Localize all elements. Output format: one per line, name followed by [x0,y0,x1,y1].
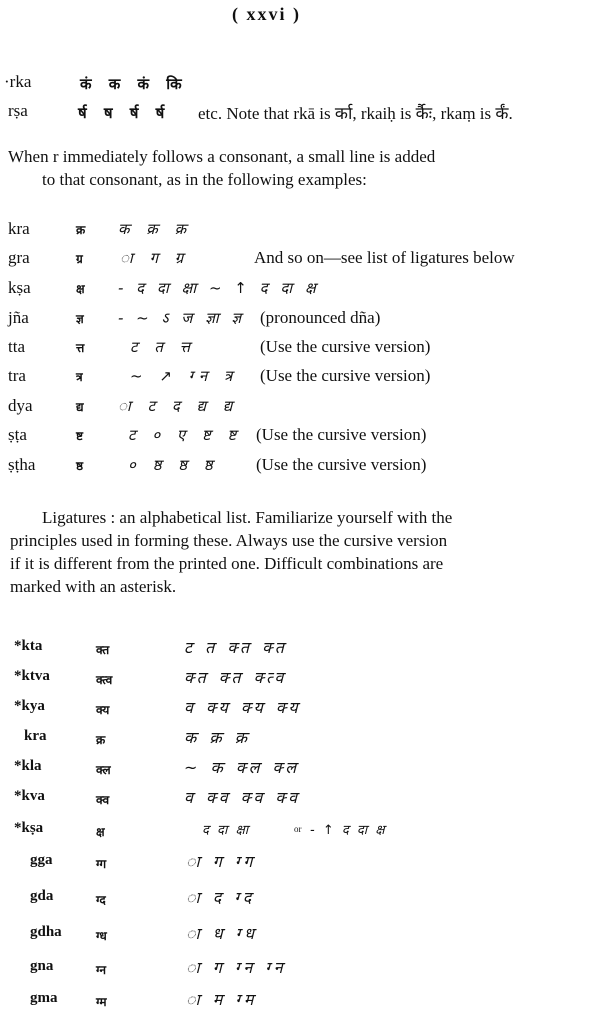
rka-forms: कं क कं कि [80,75,188,93]
ligature-intro-line-1: Ligatures : an alphabetical list. Familiarize yourself with the [42,508,453,527]
example-glyph: ष्ट [76,429,84,443]
ligature-glyph: ग्न [96,963,107,977]
rka-label: ·rka [4,72,32,91]
ligature-strokes: क क्र क्र [184,728,252,747]
ligature-glyph: ग्ध [96,929,107,943]
example-strokes: ० ष्ठ ष्ठ ष्ठ [128,456,219,474]
ligature-glyph: ग्म [96,995,107,1009]
ligature-strokes: व क्व क्व क्व [184,788,302,807]
example-strokes: - ~ ऽ ज ज्ञा ज्ञ [118,309,246,327]
example-label: ṣṭha [8,455,36,474]
ligature-strokes: व क्य क्य क्य [184,698,302,717]
ligature-glyph: क्र [96,733,106,747]
ligature-strokes: ~ क क्ल क्ल [184,758,301,777]
ligature-label: *kla [14,758,42,774]
ligature-glyph: क्व [96,793,110,807]
ligature-label: *kta [14,638,43,654]
example-strokes: ट त त्त [130,338,197,356]
ligature-glyph: क्ष [96,825,105,839]
ligature-label: gda [30,888,54,904]
ligature-strokes: ा म ग्म [186,990,258,1009]
ligature-strokes-alt: - ↑ द दा क्ष [310,823,387,838]
example-glyph: त्त [76,341,85,355]
example-note: And so on—see list of ligatures below [254,248,515,267]
ligature-label: gdha [30,924,62,940]
example-note: (pronounced dña) [260,308,381,327]
example-glyph: ष्ठ [76,459,84,473]
ligature-label: gma [30,990,58,1006]
example-label: tta [8,337,25,356]
intro-line-1: When r immediately follows a consonant, a small line is added [8,147,436,166]
example-label: tra [8,366,26,385]
rsa-note: etc. Note that rkā is र्का, rkaiḥ is र्कैः, rkaṃ is र्कं. [198,104,513,123]
ligature-glyph: क्त [96,643,110,657]
example-label: gra [8,248,30,267]
ligature-glyph: ग्ग [96,857,107,871]
rsa-forms: र्ष ष र्ष र्ष [78,104,171,122]
ligature-label: kra [24,728,47,744]
example-note: (Use the cursive version) [260,366,431,385]
ligature-intro-line-2: principles used in forming these. Always use the cursive version [10,531,448,550]
page-number: ( xxvi ) [232,4,301,24]
ligature-label: *kva [14,788,45,804]
ligature-intro-line-4: marked with an asterisk. [10,577,177,596]
example-glyph: द्य [76,400,84,414]
ligature-glyph: क्य [96,703,110,717]
example-strokes: ा ट द द्य द्य [118,397,239,415]
ligature-strokes: क्त क्त क्त्व [184,668,288,687]
example-glyph: क्र [76,223,86,237]
example-strokes: ~ ↗ ग्न त्र [130,367,239,385]
ligature-label: gga [30,852,53,868]
example-strokes: ा ग ग्र [120,249,190,267]
ligature-strokes: ा द ग्द [186,888,256,907]
example-glyph: ज्ञ [76,312,84,326]
example-label: dya [8,396,33,415]
example-label: kṣa [8,278,31,297]
ligature-label: *kṣa [14,820,44,836]
example-label: kra [8,219,30,238]
ligature-glyph: क्ल [96,763,111,777]
rsa-label: rṣa [8,101,28,120]
ligature-strokes: ा ग ग्न ग्न [186,958,287,977]
example-note: (Use the cursive version) [260,337,431,356]
ligature-strokes: ा ध ग्ध [186,924,258,943]
ligature-glyph: क्त्व [96,673,113,687]
example-label: ṣṭa [8,425,27,444]
ligature-label: *ktva [14,668,50,684]
example-note: (Use the cursive version) [256,425,427,444]
ligature-label: *kya [14,698,45,714]
ligature-intro-line-3: if it is different from the printed one. Difficult combinations are [10,554,444,573]
ligature-label: gna [30,958,54,974]
example-strokes: क क्र क्र [118,220,193,238]
example-strokes: ट ० ए ष्ट ष्ट [128,426,243,444]
example-strokes: - द दा क्षा ~ ↑ द दा क्ष [118,279,320,297]
example-note: (Use the cursive version) [256,455,427,474]
intro-line-2: to that consonant, as in the following examples: [42,170,367,189]
example-glyph: ग्र [76,252,83,266]
ligature-strokes: ा ग ग्ग [186,852,257,871]
example-glyph: त्र [76,370,83,384]
ligature-strokes: ट त क्त क्त [184,638,288,657]
example-glyph: क्ष [76,282,85,296]
example-label: jña [8,308,29,327]
ligature-glyph: ग्द [96,893,106,907]
ligature-strokes: द दा क्षा [202,823,251,838]
ligature-or-text: or [294,824,302,834]
